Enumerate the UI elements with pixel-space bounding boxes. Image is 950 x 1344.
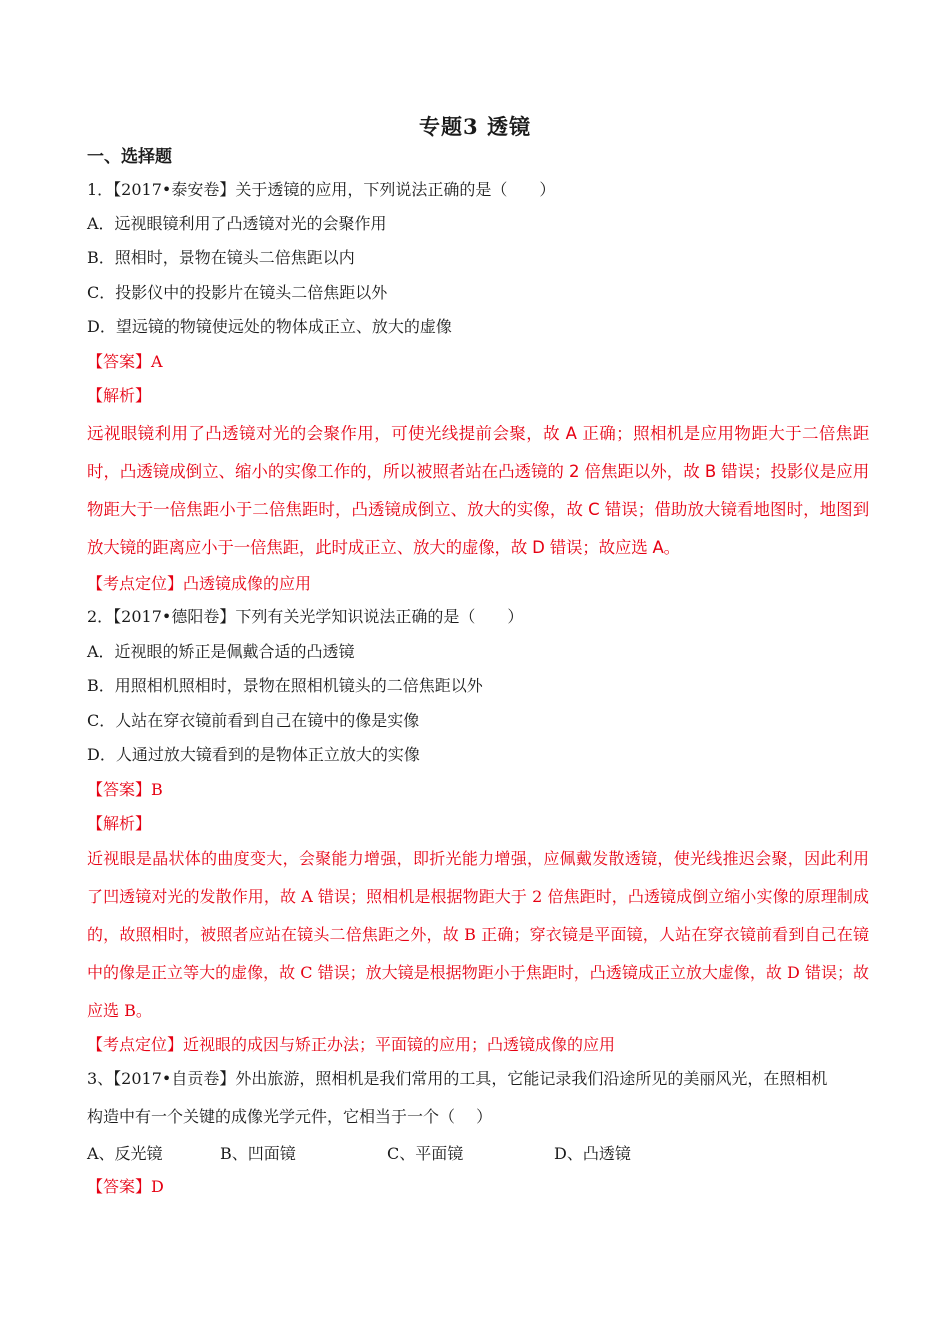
q2-answer: 【答案】B xyxy=(87,780,163,799)
q2-option-c: C．人站在穿衣镜前看到自己在镜中的像是实像 xyxy=(87,711,420,730)
q1-knowledge-point: 【考点定位】凸透镜成像的应用 xyxy=(87,574,312,593)
q1-option-d: D．望远镜的物镜使远处的物体成正立、放大的虚像 xyxy=(87,317,452,336)
q1-analysis-label: 【解析】 xyxy=(87,386,152,405)
q1-stem: 1．【2017•泰安卷】关于透镜的应用，下列说法正确的是（ ） xyxy=(87,180,556,199)
q2-knowledge-point: 【考点定位】近视眼的成因与矫正办法；平面镜的应用；凸透镜成像的应用 xyxy=(87,1035,616,1054)
q1-analysis: 远视眼镜利用了凸透镜对光的会聚作用，可使光线提前会聚，故 A 正确；照相机是应用物距大于二倍焦距时，凸透镜成倒立、缩小的实像工作的，所以被照者站在凸透镜的 2 倍焦距以外，故 B 错误；投影仪是应用物距大于一倍焦距小于二倍焦距时，凸透镜成倒立、放大的实像，故 C 错误；借助放大镜看地图时，地图到放大镜的距离应小于一倍焦距，此时成正立、放大的虚像，故 D 错误；故应选 A。 xyxy=(87,424,869,557)
q3-option-c: C、平面镜 xyxy=(387,1144,464,1163)
q3-stem-line1: 3、【2017•自贡卷】外出旅游，照相机是我们常用的工具，它能记录我们沿途所见的美丽风光，在照相机 xyxy=(87,1069,828,1088)
q3-option-b: B、凹面镜 xyxy=(220,1144,296,1163)
q1-option-b: B．照相时，景物在镜头二倍焦距以内 xyxy=(87,248,355,267)
q3-stem-line2: 构造中有一个关键的成像光学元件，它相当于一个（ ） xyxy=(87,1107,493,1126)
q2-option-a: A．近视眼的矫正是佩戴合适的凸透镜 xyxy=(87,642,355,661)
section-heading: 一、选择题 xyxy=(87,147,172,167)
page-title: 专题3 透镜 xyxy=(419,114,531,139)
q2-option-b: B．用照相机照相时，景物在照相机镜头的二倍焦距以外 xyxy=(87,676,483,695)
q1-answer: 【答案】A xyxy=(87,352,163,371)
q2-option-d: D．人通过放大镜看到的是物体正立放大的实像 xyxy=(87,745,420,764)
q1-option-a: A．远视眼镜利用了凸透镜对光的会聚作用 xyxy=(87,214,387,233)
q3-option-d: D、凸透镜 xyxy=(554,1144,631,1163)
q2-analysis: 近视眼是晶状体的曲度变大，会聚能力增强，即折光能力增强，应佩戴发散透镜，使光线推迟会聚，因此利用了凹透镜对光的发散作用，故 A 错误；照相机是根据物距大于 2 倍焦距时，凸透镜成倒立缩小实像的原理制成的，故照相时，被照者应站在镜头二倍焦距之外，故 B 正确；穿衣镜是平面镜，人站在穿衣镜前看到自己在镜中的像是正立等大的虚像，故 C 错误；放大镜是根据物距小于焦距时，凸透镜成正立放大虚像，故 D 错误；故应选 B。 xyxy=(87,849,869,1020)
q1-option-c: C．投影仪中的投影片在镜头二倍焦距以外 xyxy=(87,283,388,302)
q3-option-a: A、反光镜 xyxy=(87,1144,163,1163)
q2-analysis-label: 【解析】 xyxy=(87,814,152,833)
q2-stem: 2．【2017•德阳卷】下列有关光学知识说法正确的是（ ） xyxy=(87,607,524,626)
q3-answer: 【答案】D xyxy=(87,1177,164,1196)
